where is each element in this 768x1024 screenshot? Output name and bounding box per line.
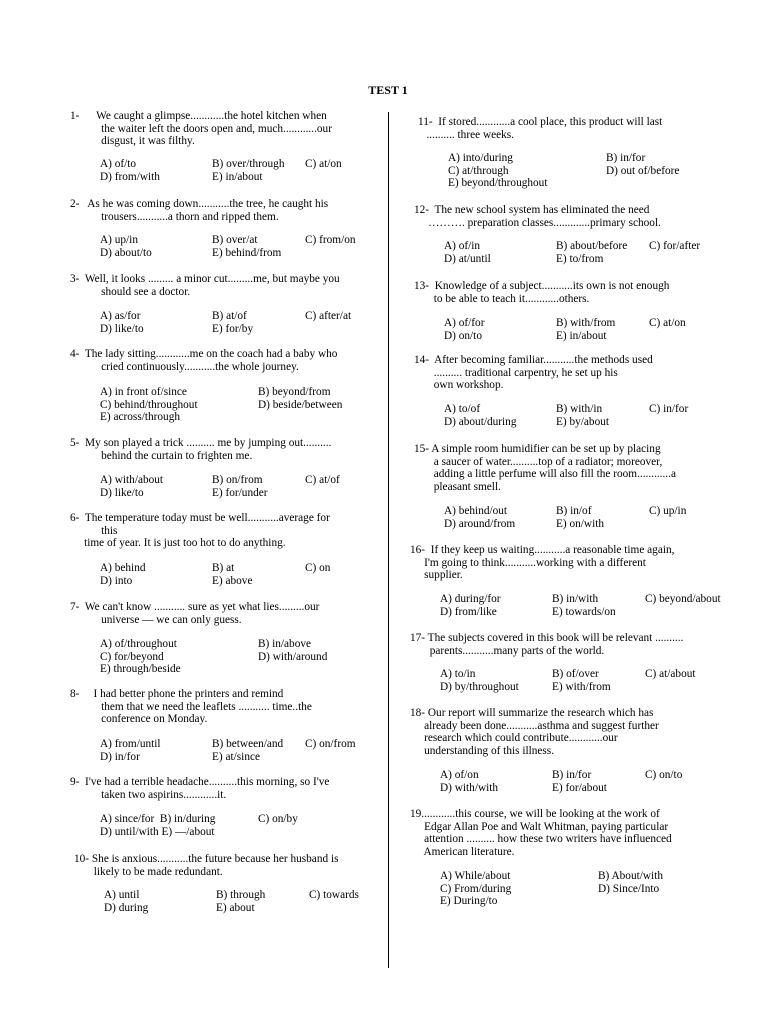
question-text-line: 2- As he was coming down...........the tree, he caught his	[70, 198, 329, 210]
question-text-line: 1- We caught a glimpse............the hotel kitchen when	[70, 110, 327, 122]
question-15	[414, 443, 687, 530]
answer-option: D) about/during	[444, 415, 517, 428]
answer-option: A) behind/out	[444, 505, 508, 517]
answer-option: B) beyond/from	[258, 386, 331, 398]
answer-option: B) About/with	[598, 870, 663, 882]
question-text-line: behind the curtain to frighten me.	[70, 449, 253, 462]
answer-option: B) through	[216, 889, 266, 901]
answer-option: A) until	[104, 889, 140, 901]
answer-option: A) into/during	[448, 152, 513, 164]
answer-option: C) on/to	[645, 769, 683, 781]
answer-option: E) in/about	[556, 329, 607, 342]
answer-option: B) of/over	[552, 668, 599, 680]
answer-option: A) of/throughout	[100, 638, 177, 650]
answer-option: D) from/like	[440, 605, 497, 618]
question-text-line: disgust, it was filthy.	[70, 135, 195, 148]
answer-option: E) above	[212, 574, 253, 587]
answer-option: B) between/and	[212, 738, 284, 750]
answer-option: C) From/during	[440, 882, 512, 895]
question-text-line: own workshop.	[414, 379, 504, 392]
question-5	[70, 437, 340, 499]
answer-option: E) beyond/throughout	[448, 177, 548, 190]
answer-option: D) during	[104, 901, 149, 914]
question-text-line: ………. preparation classes.............primary school.	[414, 216, 661, 229]
question-8	[70, 688, 356, 763]
question-text-line: 5- My son played a trick .......... me by jumping out..........	[70, 437, 332, 449]
question-text-line: pleasant smell.	[414, 480, 501, 493]
question-text-line: 10- She is anxious...........the future because her husband is	[74, 853, 339, 865]
question-6	[70, 512, 331, 587]
question-text-line: 12- The new school system has eliminated the need	[414, 204, 650, 216]
answer-option: E) about	[216, 901, 255, 914]
question-text-line: 14- After becoming familiar...........the methods used	[414, 354, 653, 366]
question-text-line: research which could contribute............our	[410, 732, 618, 745]
question-text-line: understanding of this illness.	[410, 744, 555, 757]
question-text-line: this	[70, 524, 118, 537]
question-text-line: 15- A simple room humidifier can be set up by placing	[414, 443, 661, 455]
answer-option: E) through/beside	[100, 663, 181, 676]
question-text-line: 4- The lady sitting............me on the coach had a baby who	[70, 348, 338, 360]
answer-option: C) for/after	[649, 240, 701, 252]
question-text-line: 19............this course, we will be looking at the work of	[410, 808, 660, 820]
answer-option: D) into	[100, 574, 133, 587]
question-text-line: .......... traditional carpentry, he set up his	[414, 366, 618, 379]
question-text-line: to be able to teach it............others.	[414, 292, 590, 305]
question-text-line: 17- The subjects covered in this book will be relevant ..........	[410, 632, 684, 644]
question-2	[70, 198, 356, 259]
answer-option: A) since/for B) in/during	[100, 813, 216, 825]
answer-option: A) of/on	[440, 769, 479, 781]
answer-option: E) behind/from	[212, 246, 282, 259]
question-16	[410, 544, 721, 618]
answer-option: E) on/with	[556, 517, 605, 530]
answer-option: D) like/to	[100, 322, 144, 335]
question-text-line: 16- If they keep us waiting...........a reasonable time again,	[410, 544, 675, 556]
answer-option: A) during/for	[440, 593, 501, 605]
question-text-line: them that we need the leaflets ........... time..the	[70, 700, 312, 713]
question-7	[70, 601, 328, 676]
question-text-line: supplier.	[410, 569, 463, 582]
question-10	[74, 853, 359, 914]
answer-option: C) behind/throughout	[100, 398, 198, 411]
answer-option: A) to/in	[440, 668, 476, 680]
answer-option: E) for/about	[552, 781, 607, 794]
question-19	[410, 808, 672, 908]
answer-option: B) with/in	[556, 403, 603, 415]
answer-option: D) by/throughout	[440, 680, 519, 693]
question-17	[410, 632, 696, 693]
answer-option: C) at/through	[448, 164, 509, 177]
answer-option: E) in/about	[212, 170, 263, 183]
answer-option: D) with/around	[258, 650, 328, 663]
page-title: TEST 1	[368, 83, 408, 97]
answer-option: B) in/for	[552, 769, 592, 781]
question-13	[414, 280, 686, 342]
answer-option: E) towards/on	[552, 605, 616, 618]
answer-option: D) until/with E) —/about	[100, 825, 215, 838]
question-text-line: Edgar Allan Poe and Walt Whitman, paying particular	[410, 820, 669, 833]
answer-option: C) for/beyond	[100, 650, 164, 663]
question-text-line: the waiter left the doors open and, much............our	[70, 122, 332, 135]
answer-option: E) to/from	[556, 252, 604, 265]
question-text-line: cried continuously...........the whole journey.	[70, 360, 299, 373]
answer-option: E) at/since	[212, 750, 260, 763]
answer-option: B) with/from	[556, 317, 616, 329]
answer-option: E) with/from	[552, 680, 611, 693]
question-text-line: .......... three weeks.	[418, 128, 514, 141]
answer-option: D) around/from	[444, 517, 516, 530]
question-text-line: parents...........many parts of the world.	[410, 644, 605, 657]
answer-option: B) on/from	[212, 474, 263, 486]
question-text-line: 3- Well, it looks ......... a minor cut.........me, but maybe you	[70, 273, 340, 285]
question-3	[70, 273, 352, 335]
answer-option: B) in/above	[258, 638, 312, 650]
answer-option: C) up/in	[649, 505, 687, 517]
answer-option: D) out of/before	[606, 164, 680, 177]
question-text-line: universe — we can only guess.	[70, 613, 242, 626]
answer-option: E) During/to	[440, 895, 498, 908]
answer-option: C) on/by	[258, 813, 298, 825]
answer-option: D) Since/Into	[598, 882, 660, 895]
answer-option: A) of/in	[444, 240, 481, 252]
answer-option: A) of/for	[444, 317, 485, 329]
question-text-line: 9- I've had a terrible headache..........this morning, so I've	[70, 776, 330, 788]
question-text-line: likely to be made redundant.	[74, 865, 223, 878]
answer-option: B) about/before	[556, 240, 628, 252]
question-text-line: American literature.	[410, 845, 515, 858]
answer-option: A) While/about	[440, 870, 511, 882]
question-4	[70, 348, 343, 424]
question-text-line: attention .......... how these two writers have influenced	[410, 833, 672, 846]
question-text-line: should see a doctor.	[70, 285, 191, 298]
answer-option: B) at	[212, 562, 235, 574]
question-text-line: a saucer of water..........top of a radiator; moreover,	[414, 455, 663, 468]
question-text-line: 18- Our report will summarize the research which has	[410, 707, 654, 719]
question-14	[414, 354, 689, 428]
answer-option: E) by/about	[556, 415, 610, 428]
answer-option: C) on	[305, 562, 331, 574]
answer-option: C) at/of	[305, 474, 340, 486]
answer-option: C) in/for	[649, 403, 689, 415]
column-divider	[388, 112, 389, 968]
answer-option: B) in/of	[556, 505, 592, 517]
question-text-line: 6- The temperature today must be well...........average for	[70, 512, 330, 524]
answer-option: E) across/through	[100, 411, 180, 424]
answer-option: A) with/about	[100, 474, 164, 486]
question-18	[410, 707, 683, 794]
answer-option: D) like/to	[100, 486, 144, 499]
answer-option: A) as/for	[100, 310, 141, 322]
answer-option: A) up/in	[100, 234, 138, 246]
question-text-line: time of year. It is just too hot to do anything.	[70, 537, 286, 550]
question-text-line: 11- If stored............a cool place, this product will last	[418, 116, 663, 128]
question-text-line: I'm going to think...........working with a different	[410, 556, 646, 569]
question-1	[70, 110, 342, 183]
answer-option: E) for/by	[212, 322, 254, 335]
question-9	[70, 776, 330, 838]
answer-option: C) at/on	[305, 158, 342, 170]
answer-option: D) beside/between	[258, 398, 343, 411]
question-text-line: already been done...........asthma and suggest further	[410, 719, 659, 732]
answer-option: B) in/for	[606, 152, 646, 164]
answer-option: D) at/until	[444, 252, 491, 265]
answer-option: C) after/at	[305, 310, 352, 322]
question-text-line: trousers...........a thorn and ripped them.	[70, 210, 279, 223]
answer-option: D) on/to	[444, 329, 482, 342]
answer-option: C) on/from	[305, 738, 356, 750]
question-text-line: 7- We can't know ........... sure as yet what lies.........our	[70, 601, 320, 613]
answer-option: D) in/for	[100, 750, 140, 763]
question-12	[414, 204, 701, 265]
answer-option: B) over/through	[212, 158, 285, 170]
answer-option: A) in front of/since	[100, 386, 187, 398]
answer-option: C) towards	[309, 889, 359, 901]
answer-option: D) about/to	[100, 246, 152, 259]
question-text-line: conference on Monday.	[70, 713, 208, 726]
answer-option: B) at/of	[212, 310, 247, 322]
question-text-line: taken two aspirins............it.	[70, 788, 227, 801]
answer-option: D) with/with	[440, 781, 499, 794]
answer-option: C) beyond/about	[645, 593, 721, 605]
answer-option: E) for/under	[212, 486, 268, 499]
answer-option: B) in/with	[552, 593, 599, 605]
question-text-line: 13- Knowledge of a subject...........its own is not enough	[414, 280, 670, 292]
answer-option: A) to/of	[444, 403, 481, 415]
question-11	[418, 116, 680, 190]
answer-option: C) from/on	[305, 234, 356, 246]
answer-option: A) behind	[100, 562, 146, 574]
answer-option: A) from/until	[100, 738, 161, 750]
answer-option: A) of/to	[100, 158, 137, 170]
answer-option: D) from/with	[100, 170, 160, 183]
question-text-line: 8- I had better phone the printers and remind	[70, 688, 284, 700]
answer-option: C) at/about	[645, 668, 696, 680]
question-text-line: adding a little perfume will also fill the room............a	[414, 468, 676, 481]
answer-option: C) at/on	[649, 317, 686, 329]
answer-option: B) over/at	[212, 234, 258, 246]
